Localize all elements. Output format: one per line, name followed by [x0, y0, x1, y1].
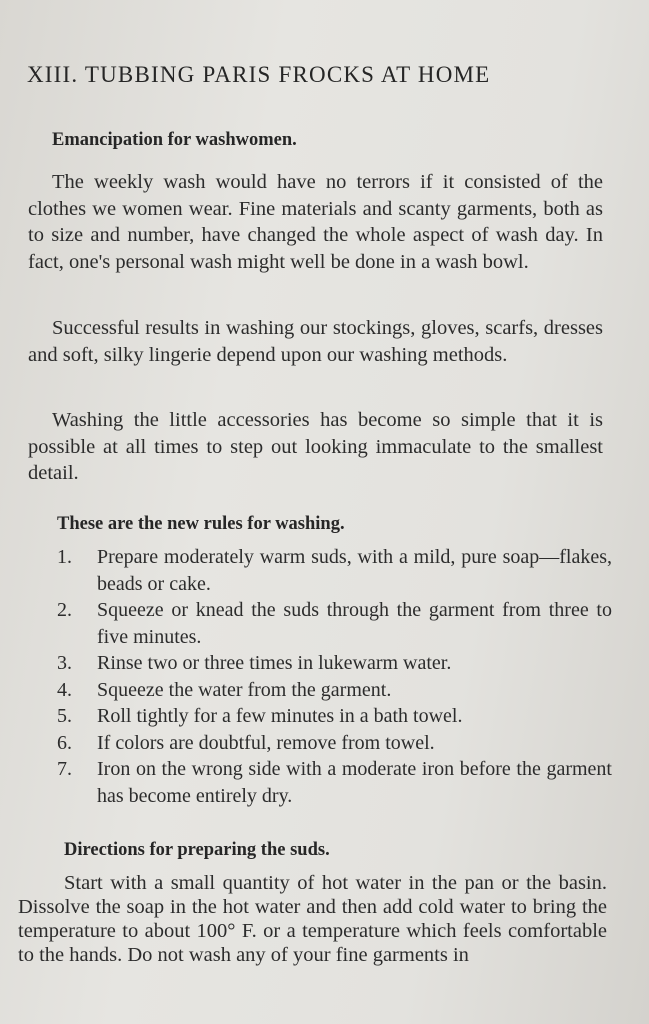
list-item — [57, 756, 612, 809]
paragraph-start-with — [18, 871, 607, 967]
list-item — [57, 597, 612, 650]
chapter-title: XIII. TUBBING PARIS FROCKS AT HOME — [27, 62, 491, 87]
list-item — [57, 677, 612, 704]
paragraph-text: The weekly wash would have no terrors if it consisted of the clothes we women wear. Fine materials and scanty garments, both as to size and number, have changed the whole aspect of wash day. In fact, one's personal wash might well be done in a wash bowl. — [28, 171, 603, 273]
rule-text: Squeeze the water from the garment. — [97, 678, 392, 701]
washing-rules-list — [57, 544, 612, 809]
section-heading-new-rules: These are the new rules for washing. — [57, 514, 345, 534]
section-heading-emancipation: Emancipation for washwomen. — [52, 130, 297, 150]
rule-number: 7. — [57, 758, 72, 780]
list-item — [57, 650, 612, 677]
rule-number: 6. — [57, 731, 72, 754]
rule-text: If colors are doubtful, remove from towel. — [97, 731, 435, 754]
paragraph-little-accessories — [28, 407, 603, 487]
rule-number: 1. — [57, 546, 72, 568]
rule-text: Roll tightly for a few minutes in a bath towel. — [97, 705, 463, 727]
paragraph-weekly-wash — [28, 169, 603, 275]
list-item — [57, 730, 612, 757]
rule-text: Prepare moderately warm suds, with a mild, pure soap—flakes, beads or cake. — [97, 546, 612, 595]
rule-number: 3. — [57, 652, 72, 674]
rule-text: Rinse two or three times in lukewarm water. — [97, 652, 452, 674]
list-item — [57, 703, 612, 730]
paragraph-text: Washing the little accessories has become so simple that it is possible at all times to step out looking immaculate to the smallest detail. — [28, 409, 603, 484]
rule-number: 5. — [57, 705, 72, 727]
rule-text: Iron on the wrong side with a moderate iron before the garment has become entirely dry. — [97, 758, 612, 807]
section-heading-suds: Directions for preparing the suds. — [64, 840, 330, 860]
rule-number: 2. — [57, 599, 72, 621]
rule-number: 4. — [57, 678, 72, 701]
list-item — [57, 544, 612, 597]
rule-text: Squeeze or knead the suds through the garment from three to five minutes. — [97, 599, 612, 648]
paragraph-text: Successful results in washing our stockings, gloves, scarfs, dresses and soft, silky lingerie depend upon our washing methods. — [28, 317, 603, 366]
paragraph-successful-results — [28, 315, 603, 368]
paragraph-text: Start with a small quantity of hot water in the pan or the basin. Dissolve the soap in the hot water and then add cold water to bring the temperature to about 100° F. or a temperature which feels comfortable to the hands. Do not wash any of your fine garments in — [18, 872, 607, 966]
